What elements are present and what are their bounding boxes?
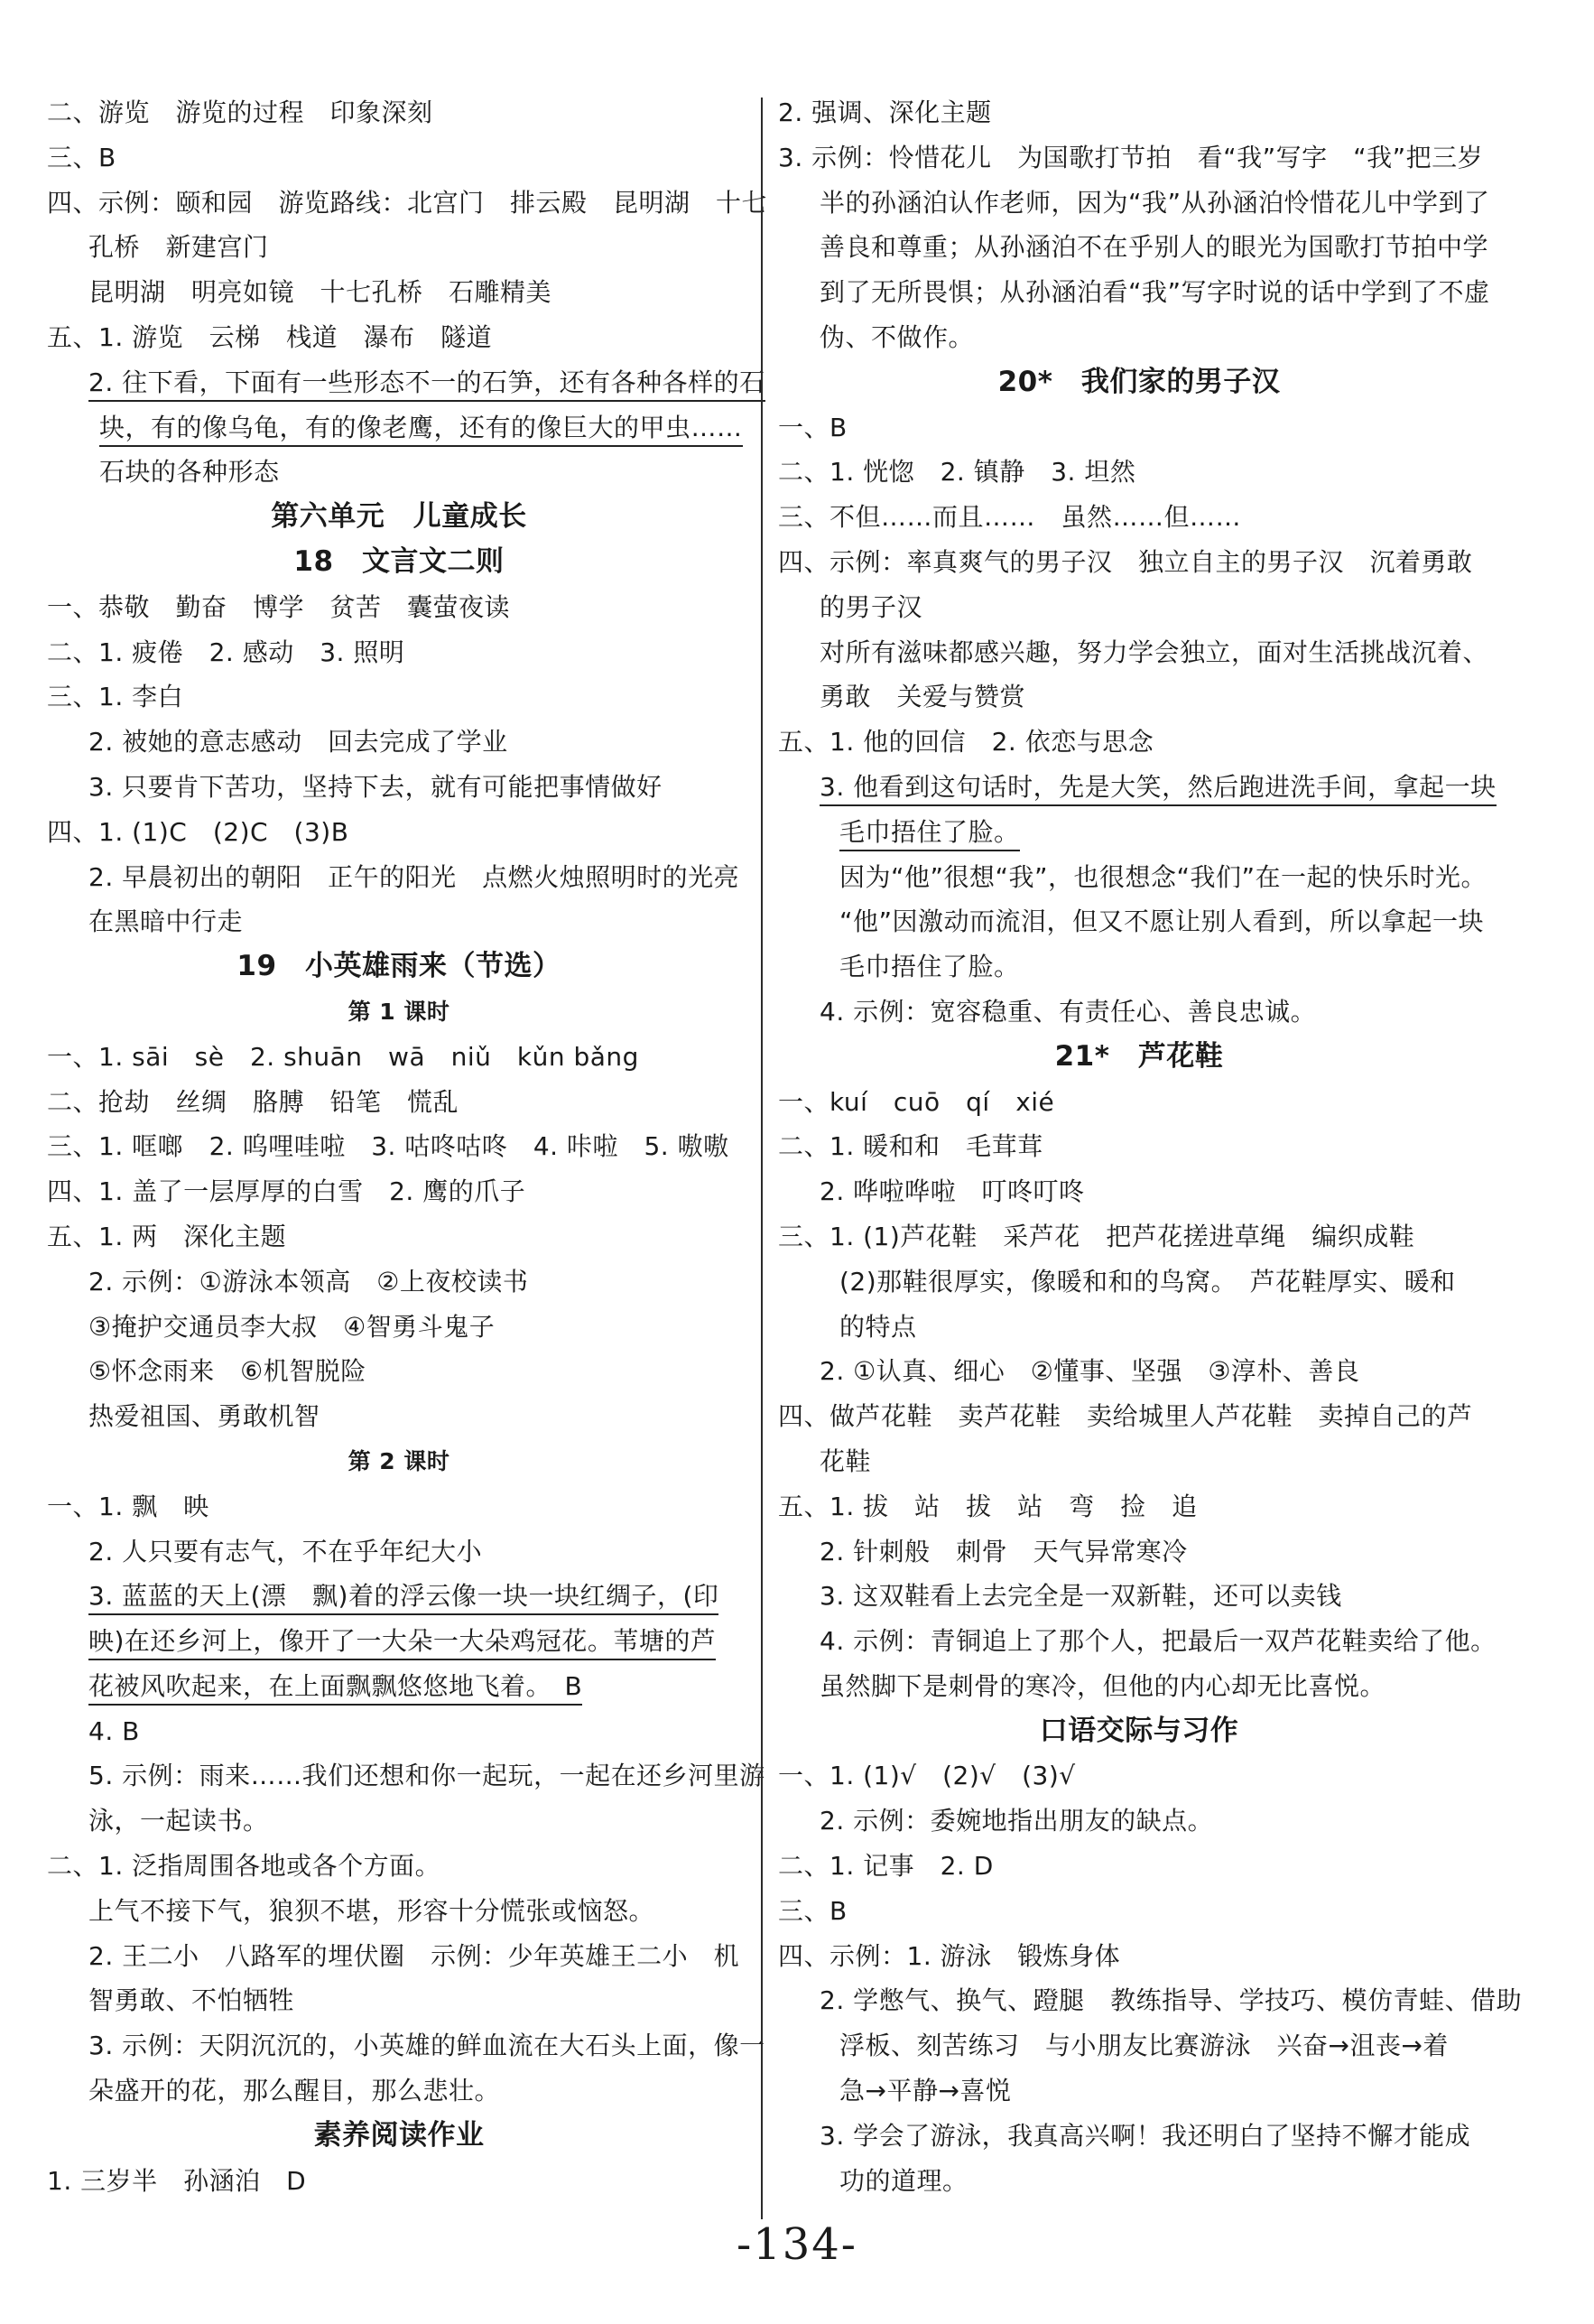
line-text: ③掩护交通员李大叔 ④智勇斗鬼子: [88, 1311, 496, 1342]
line-text: 五、1. 拔 站 拔 站 弯 捡 追: [778, 1491, 1198, 1521]
section-heading: [47, 2114, 751, 2159]
answer-line: [778, 899, 1500, 944]
answer-line: [778, 1260, 1500, 1305]
line-text: 四、1. 盖了一层厚厚的白雪 2. 鹰的爪子: [47, 1176, 526, 1207]
answer-line: [47, 2023, 765, 2068]
line-text: 2. 示例：委婉地指出朋友的缺点。: [820, 1806, 1214, 1836]
line-text: 21* 芦花鞋: [1054, 1039, 1224, 1073]
line-text: 19 小英雄雨来（节选）: [236, 950, 561, 983]
answer-line: [778, 1349, 1500, 1394]
answer-line: [778, 1978, 1523, 2023]
line-text: 半的孙涵泊认作老师，因为“我”从孙涵泊怜惜花儿中学到了: [820, 187, 1490, 218]
line-text: 2. 被她的意志感动 回去完成了学业: [88, 727, 508, 758]
line-text: 三、1. (1)芦花鞋 采芦花 把芦花搓进草绳 编织成鞋: [778, 1221, 1415, 1251]
right-column: [778, 90, 1523, 2203]
line-text: “他”因激动而流泪，但又不愿让别人看到，所以拿起一块: [839, 906, 1485, 937]
line-text: 二、1. 恍惚 2. 镇静 3. 坦然: [778, 457, 1136, 488]
answer-line: [47, 1709, 751, 1754]
line-text: 4. 示例：青铜追上了那个人，把最后一双芦花鞋卖给了他。: [820, 1626, 1497, 1657]
answer-line: [778, 450, 1500, 495]
line-text: 2. 早晨初出的朝阳 正午的阳光 点燃火烛照明时的光亮: [88, 861, 740, 892]
answer-line: [778, 720, 1500, 765]
line-text: 热爱祖国、勇敢机智: [88, 1401, 320, 1432]
line-text: 一、1. sāi sè 2. shuān wā niǔ kǔn bǎng: [47, 1041, 639, 1072]
line-text: 5. 示例：雨来……我们还想和你一起玩，一起在还乡河里游: [88, 1761, 765, 1791]
line-text: 上气不接下气，狼狈不堪，形容十分慌张或恼怒。: [88, 1895, 655, 1926]
answer-line: [47, 315, 751, 360]
answer-line: [778, 1439, 1500, 1484]
answer-line: [47, 674, 751, 720]
answer-line: [47, 1934, 751, 1979]
answer-line: [778, 1799, 1500, 1844]
left-column: [47, 90, 768, 2203]
answer-line: [47, 1844, 751, 1889]
line-text: 三、B: [47, 142, 116, 172]
line-text: 勇敢 关爱与赞赏: [820, 682, 1026, 712]
answer-line: [778, 1394, 1500, 1439]
lesson-subheading: [47, 990, 751, 1035]
answer-line: [47, 1664, 751, 1709]
answer-line: [47, 1214, 751, 1260]
answer-line: [778, 674, 1500, 720]
answer-line: [778, 2159, 1500, 2204]
line-text: 花鞋: [820, 1446, 872, 1476]
answer-line: [47, 405, 751, 451]
line-text: 一、kuí cuō qí xié: [778, 1086, 1055, 1117]
line-text: 浮板、刻苦练习 与小朋友比赛游泳 兴奋→沮丧→着: [839, 2031, 1449, 2061]
answer-line: [47, 585, 751, 630]
line-text: 2. 王二小 八路军的埋伏圈 示例：少年英雄王二小 机: [88, 1940, 740, 1971]
answer-line: [778, 315, 1500, 360]
line-text: 2. 哗啦哗啦 叮咚叮咚: [820, 1176, 1085, 1207]
answer-line: [47, 810, 751, 855]
line-text: 泳，一起读书。: [88, 1806, 269, 1836]
line-text: 昆明湖 明亮如镜 十七孔桥 石雕精美: [88, 277, 552, 308]
line-text: 的特点: [839, 1311, 917, 1342]
answer-line: [778, 1889, 1500, 1934]
line-text: 一、1. 飘 映: [47, 1491, 209, 1521]
line-text: 3. 这双鞋看上去完全是一双新鞋，还可以卖钱: [820, 1581, 1342, 1612]
line-text: 3. 示例：怜惜花儿 为国歌打节拍 看“我”写字 “我”把三岁: [778, 142, 1484, 172]
answer-line: [778, 225, 1500, 270]
answer-line: [47, 2068, 751, 2114]
answer-line: [47, 630, 751, 675]
answer-line: [778, 630, 1500, 675]
line-text: (2)那鞋很厚实，像暖和和的鸟窝。 芦花鞋厚实、暖和: [839, 1266, 1456, 1297]
line-text: 对所有滋味都感兴趣，努力学会独立，面对生活挑战沉着、: [820, 637, 1489, 667]
answer-line: [778, 1529, 1500, 1575]
line-text: 因为“他”很想“我”，也很想念“我们”在一起的快乐时光。: [839, 861, 1487, 892]
line-text: 18 文言文二则: [293, 544, 505, 578]
section-heading: [47, 540, 751, 585]
answer-line: [47, 1124, 751, 1169]
line-text: 4. B: [88, 1715, 140, 1746]
answer-line: [47, 225, 751, 270]
line-text: 智勇敢、不怕牺牲: [88, 1985, 295, 2016]
line-text: 朵盛开的花，那么醒目，那么悲壮。: [88, 2076, 501, 2106]
line-text: 2. 往下看，下面有一些形态不一的石笋，还有各种各样的石: [88, 367, 765, 402]
answer-line: [47, 1978, 751, 2023]
line-text: 第六单元 儿童成长: [271, 500, 527, 534]
line-text: 五、1. 他的回信 2. 依恋与思念: [778, 727, 1154, 758]
answer-line: [778, 2114, 1500, 2159]
line-text: 二、1. 疲倦 2. 感动 3. 照明: [47, 637, 405, 667]
line-text: 孔桥 新建宫门: [88, 232, 269, 263]
line-text: 的男子汉: [820, 591, 923, 622]
answer-line: [47, 360, 765, 405]
line-text: 三、1. 李白: [47, 682, 184, 712]
answer-line: [47, 181, 768, 226]
answer-line: [47, 1260, 751, 1305]
line-text: 三、1. 哐啷 2. 呜哩哇啦 3. 咕咚咕咚 4. 咔啦 5. 嗷嗷: [47, 1131, 729, 1162]
answer-line: [778, 495, 1500, 540]
line-text: 虽然脚下是刺骨的寒冷，但他的内心却无比喜悦。: [820, 1670, 1386, 1701]
line-text: ⑤怀念雨来 ⑥机智脱险: [88, 1356, 366, 1387]
section-heading: [47, 495, 751, 540]
line-text: 三、不但……而且…… 虽然……但……: [778, 502, 1242, 533]
answer-line: [778, 1844, 1500, 1889]
answer-line: [778, 540, 1500, 585]
answer-line: [47, 1529, 751, 1575]
line-text: 毛巾捂住了脸。: [839, 952, 1020, 982]
line-text: 20* 我们家的男子汉: [997, 365, 1281, 398]
answer-line: [778, 855, 1500, 900]
answer-line: [778, 1753, 1500, 1799]
answer-line: [778, 1484, 1500, 1529]
answer-line: [778, 405, 1500, 451]
line-text: 四、示例：1. 游泳 锻炼身体: [778, 1940, 1121, 1971]
answer-line: [47, 899, 751, 944]
line-text: 四、1. (1)C (2)C (3)B: [47, 816, 349, 847]
line-text: 一、恭敬 勤奋 博学 贫苦 囊萤夜读: [47, 591, 511, 622]
line-text: 2. 针刺般 刺骨 天气异常寒冷: [820, 1536, 1188, 1566]
line-text: 伪、不做作。: [820, 321, 975, 352]
line-text: 四、示例：率真爽气的男子汉 独立自主的男子汉 沉着勇敢: [778, 546, 1473, 577]
line-text: 2. 强调、深化主题: [778, 98, 992, 127]
line-text: 在黑暗中行走: [88, 906, 244, 937]
answer-line: [778, 1664, 1500, 1709]
answer-line: [778, 181, 1500, 226]
line-text: 1. 三岁半 孙涵泊 D: [47, 2165, 307, 2196]
line-text: 一、B: [778, 412, 848, 442]
line-text: 二、1. 暖和和 毛茸茸: [778, 1131, 1043, 1162]
answer-line: [47, 1349, 751, 1394]
line-text: 映)在还乡河上，像开了一大朵一大朵鸡冠花。苇塘的芦: [88, 1626, 716, 1660]
column-divider: [761, 98, 763, 2219]
answer-line: [778, 1305, 1500, 1350]
line-text: 3. 学会了游泳，我真高兴啊！我还明白了坚持不懈才能成: [820, 2120, 1471, 2151]
answer-line: [778, 1934, 1500, 1979]
section-heading: [778, 1709, 1500, 1754]
answer-line: [47, 1080, 751, 1125]
line-text: 毛巾捂住了脸。: [839, 817, 1020, 851]
section-heading: [47, 944, 751, 990]
answer-line: [47, 1305, 751, 1350]
line-text: 3. 蓝蓝的天上(漂 飘)着的浮云像一块一块红绸子，(印: [88, 1581, 718, 1615]
line-text: 二、1. 泛指周围各地或各个方面。: [47, 1851, 441, 1882]
lesson-subheading: [47, 1439, 751, 1484]
answer-line: [778, 765, 1500, 810]
answer-line: [778, 1169, 1500, 1214]
line-text: 一、1. (1)√ (2)√ (3)√: [778, 1761, 1076, 1791]
answer-line: [47, 1169, 751, 1214]
line-text: 2. 人只要有志气，不在乎年纪大小: [88, 1536, 483, 1566]
line-text: 第 1 课时: [348, 998, 450, 1025]
answer-line: [778, 1619, 1500, 1664]
answer-line: [47, 135, 751, 181]
line-text: 花被风吹起来，在上面飘飘悠悠地飞着。 B: [88, 1671, 582, 1706]
line-text: 四、做芦花鞋 卖芦花鞋 卖给城里人芦花鞋 卖掉自己的芦: [778, 1401, 1473, 1432]
answer-line: [778, 585, 1500, 630]
answer-line: [778, 1214, 1500, 1260]
answer-line: [778, 944, 1500, 990]
answer-line: [47, 90, 751, 135]
line-text: 五、1. 游览 云梯 栈道 瀑布 隧道: [47, 321, 493, 352]
line-text: 2. 学憋气、换气、蹬腿 教练指导、学技巧、模仿青蛙、借助: [820, 1985, 1523, 2016]
line-text: 善良和尊重；从孙涵泊不在乎别人的眼光为国歌打节拍中学: [820, 232, 1489, 263]
line-text: 急→平静→喜悦: [839, 2076, 1012, 2106]
line-text: 2. ①认真、细心 ②懂事、坚强 ③淳朴、善良: [820, 1356, 1360, 1387]
answer-line: [47, 1574, 751, 1619]
answer-line: [778, 2068, 1500, 2114]
line-text: 3. 他看到这句话时，先是大笑，然后跑进洗手间，拿起一块: [820, 772, 1497, 806]
answer-line: [778, 1124, 1500, 1169]
line-text: 二、抢劫 丝绸 胳膊 铅笔 慌乱: [47, 1086, 459, 1117]
line-text: 3. 只要肯下苦功，坚持下去，就有可能把事情做好: [88, 771, 663, 802]
answer-line: [778, 990, 1500, 1035]
line-text: 4. 示例：宽容稳重、有责任心、善良忠诚。: [820, 996, 1317, 1027]
answer-line: [778, 1574, 1500, 1619]
answer-line: [47, 1484, 751, 1529]
answer-line: [47, 720, 751, 765]
answer-line: [47, 450, 751, 495]
answer-line: [778, 2023, 1500, 2068]
line-text: 二、游览 游览的过程 印象深刻: [47, 98, 433, 127]
line-text: 素养阅读作业: [313, 2118, 485, 2152]
line-text: 四、示例：颐和园 游览路线：北宫门 排云殿 昆明湖 十七: [47, 187, 768, 218]
line-text: 石块的各种形态: [99, 457, 280, 488]
answer-line: [778, 90, 1500, 135]
answer-line: [47, 765, 751, 810]
line-text: 三、B: [778, 1895, 848, 1926]
answer-line: [47, 1394, 751, 1439]
answer-line: [778, 270, 1500, 315]
line-text: 口语交际与习作: [1039, 1714, 1239, 1747]
answer-line: [47, 1889, 751, 1934]
line-text: 功的道理。: [839, 2165, 968, 2196]
answer-line: [778, 810, 1500, 855]
line-text: 五、1. 两 深化主题: [47, 1221, 287, 1251]
answer-line: [47, 2159, 751, 2204]
line-text: 二、1. 记事 2. D: [778, 1851, 994, 1882]
line-text: 2. 示例：①游泳本领高 ②上夜校读书: [88, 1266, 529, 1297]
answer-line: [778, 1080, 1500, 1125]
page-number: -134-: [736, 2219, 858, 2270]
answer-line: [47, 1619, 751, 1664]
line-text: 块，有的像乌龟，有的像老鹰，还有的像巨大的甲虫……: [99, 413, 743, 447]
answer-line: [47, 1035, 751, 1080]
answer-line: [778, 135, 1500, 181]
answer-line: [47, 1753, 765, 1799]
line-text: 第 2 课时: [348, 1447, 450, 1474]
line-text: 到了无所畏惧；从孙涵泊看“我”写字时说的话中学到了不虚: [820, 277, 1490, 308]
section-heading: [778, 360, 1500, 405]
answer-line: [47, 855, 751, 900]
line-text: 3. 示例：天阴沉沉的，小英雄的鲜血流在大石头上面，像一: [88, 2031, 765, 2061]
answer-line: [47, 270, 751, 315]
section-heading: [778, 1035, 1500, 1080]
answer-line: [47, 1799, 751, 1844]
